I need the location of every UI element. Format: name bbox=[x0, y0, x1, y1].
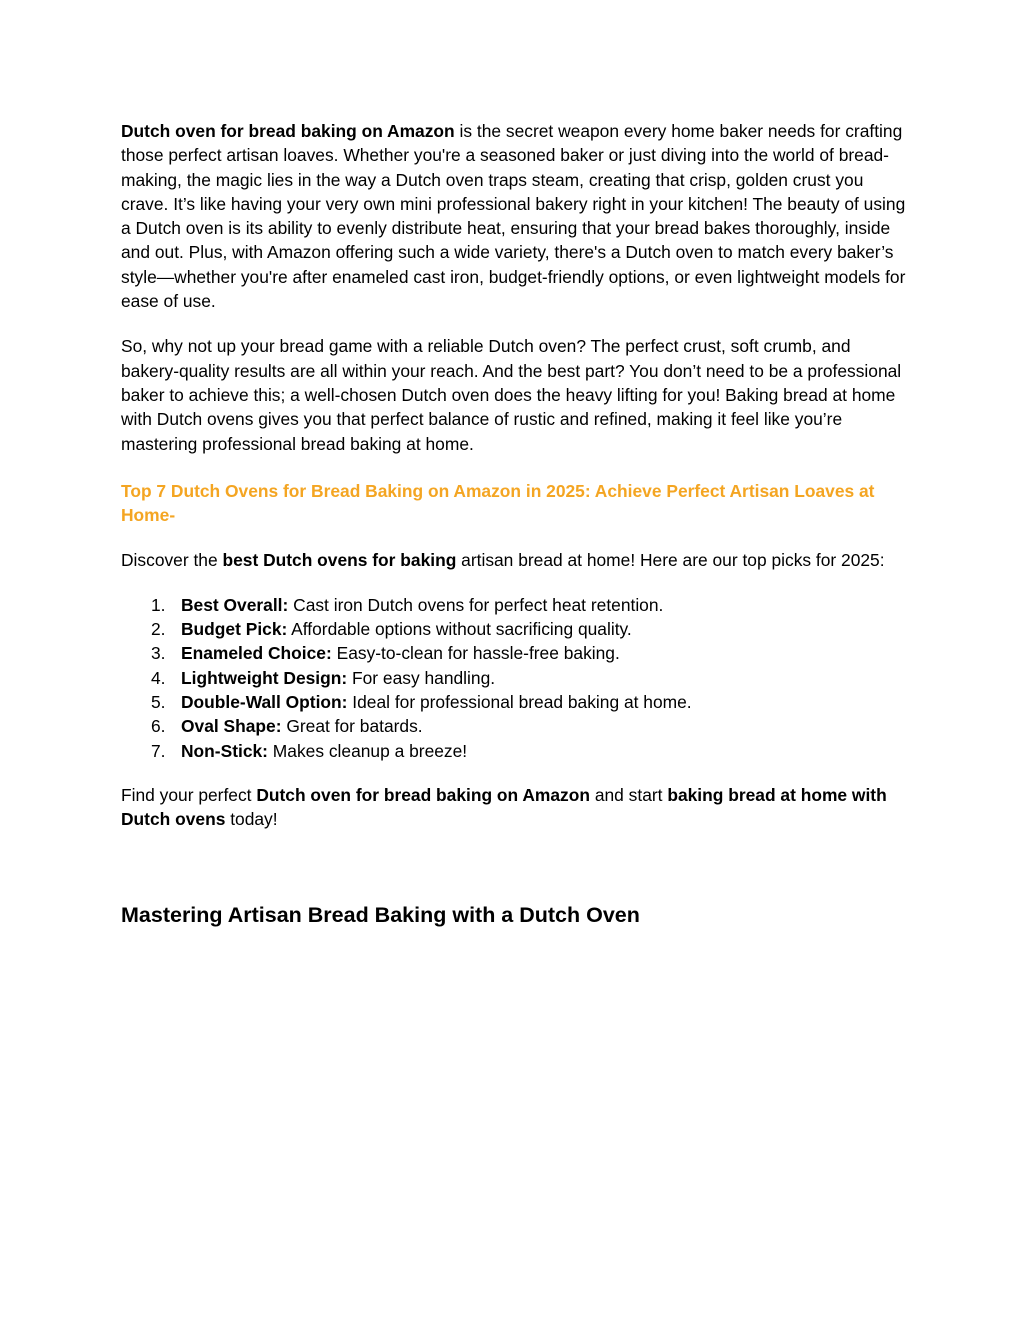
closing-pre: Find your perfect bbox=[121, 784, 257, 805]
list-item-number: 5. bbox=[151, 691, 166, 712]
top-picks-subheading: Top 7 Dutch Ovens for Bread Baking on Amazon in 2025: Achieve Perfect Artisan Loaves at Home- bbox=[121, 480, 875, 526]
second-paragraph: So, why not up your bread game with a reliable Dutch oven? The perfect crust, soft crumb, and bakery-quality results are all within your reach. And the best part? You don’t need to be a professional baker to achieve this; a well-chosen Dutch oven does the heavy lifting for you! Baking bread at home with Dutch ovens gives you that perfect balance of rustic and refined, making it feel like you’re mastering professional bread baking at home. bbox=[121, 336, 902, 454]
closing-bold-1: Dutch oven for bread baking on Amazon bbox=[256, 784, 590, 805]
list-item bbox=[121, 666, 911, 690]
list-item bbox=[121, 593, 911, 617]
list-item-number: 4. bbox=[151, 667, 166, 688]
list-item-label: Best Overall: bbox=[181, 594, 289, 615]
list-item bbox=[121, 739, 911, 763]
document-page bbox=[121, 119, 911, 929]
closing-mid: and start bbox=[590, 784, 668, 805]
list-item-text: Ideal for professional bread baking at home. bbox=[347, 691, 692, 712]
list-item-number: 2. bbox=[151, 619, 166, 640]
list-item bbox=[121, 690, 911, 714]
list-item-label: Double-Wall Option: bbox=[181, 691, 348, 712]
discover-pre: Discover the bbox=[121, 550, 223, 571]
picks-list bbox=[121, 593, 911, 763]
list-item-text: Affordable options without sacrificing quality. bbox=[287, 619, 632, 640]
list-item-text: Makes cleanup a breeze! bbox=[267, 740, 468, 761]
list-item-label: Enameled Choice: bbox=[181, 643, 332, 664]
list-item-number: 3. bbox=[151, 643, 166, 664]
discover-bold: best Dutch ovens for baking bbox=[222, 550, 457, 571]
list-item bbox=[121, 617, 911, 641]
intro-paragraph bbox=[121, 119, 911, 313]
closing-bold-2: baking bread at home with Dutch ovens bbox=[121, 784, 887, 830]
closing-paragraph bbox=[121, 783, 911, 832]
section-heading: Mastering Artisan Bread Baking with a Dutch Oven bbox=[121, 903, 640, 928]
list-item-text: For easy handling. bbox=[347, 667, 496, 688]
list-item-text: Easy-to-clean for hassle-free baking. bbox=[331, 643, 620, 664]
list-item-label: Lightweight Design: bbox=[181, 667, 348, 688]
closing-post: today! bbox=[225, 809, 278, 830]
intro-text: is the secret weapon every home baker needs for crafting those perfect artisan loaves. Whether you're a seasoned baker or just diving into the world of bread-making, the magic lies in the way a Dutch oven traps steam, creating that crisp, golden crust you crave. It’s like having your very own mini professional bakery right in your kitchen! The beauty of using a Dutch oven is its ability to evenly distribute heat, ensuring that your bread bakes thoroughly, inside and out. Plus, with Amazon offering such a wide variety, there's a Dutch oven to match every baker’s style—whether you're after enameled cast iron, budget-friendly options, or even lightweight models for ease of use. bbox=[121, 121, 906, 312]
list-item-label: Oval Shape: bbox=[181, 716, 282, 737]
list-item-text: Cast iron Dutch ovens for perfect heat retention. bbox=[288, 594, 664, 615]
list-item-label: Non-Stick: bbox=[181, 740, 268, 761]
discover-post: artisan bread at home! Here are our top picks for 2025: bbox=[456, 550, 885, 571]
list-item-label: Budget Pick: bbox=[181, 619, 288, 640]
list-item bbox=[121, 641, 911, 665]
list-item-number: 7. bbox=[151, 740, 166, 761]
list-item-number: 6. bbox=[151, 716, 166, 737]
list-item-number: 1. bbox=[151, 594, 166, 615]
list-item bbox=[121, 714, 911, 738]
discover-paragraph bbox=[121, 548, 911, 572]
intro-bold-lead: Dutch oven for bread baking on Amazon bbox=[121, 121, 455, 141]
list-item-text: Great for batards. bbox=[281, 716, 423, 737]
